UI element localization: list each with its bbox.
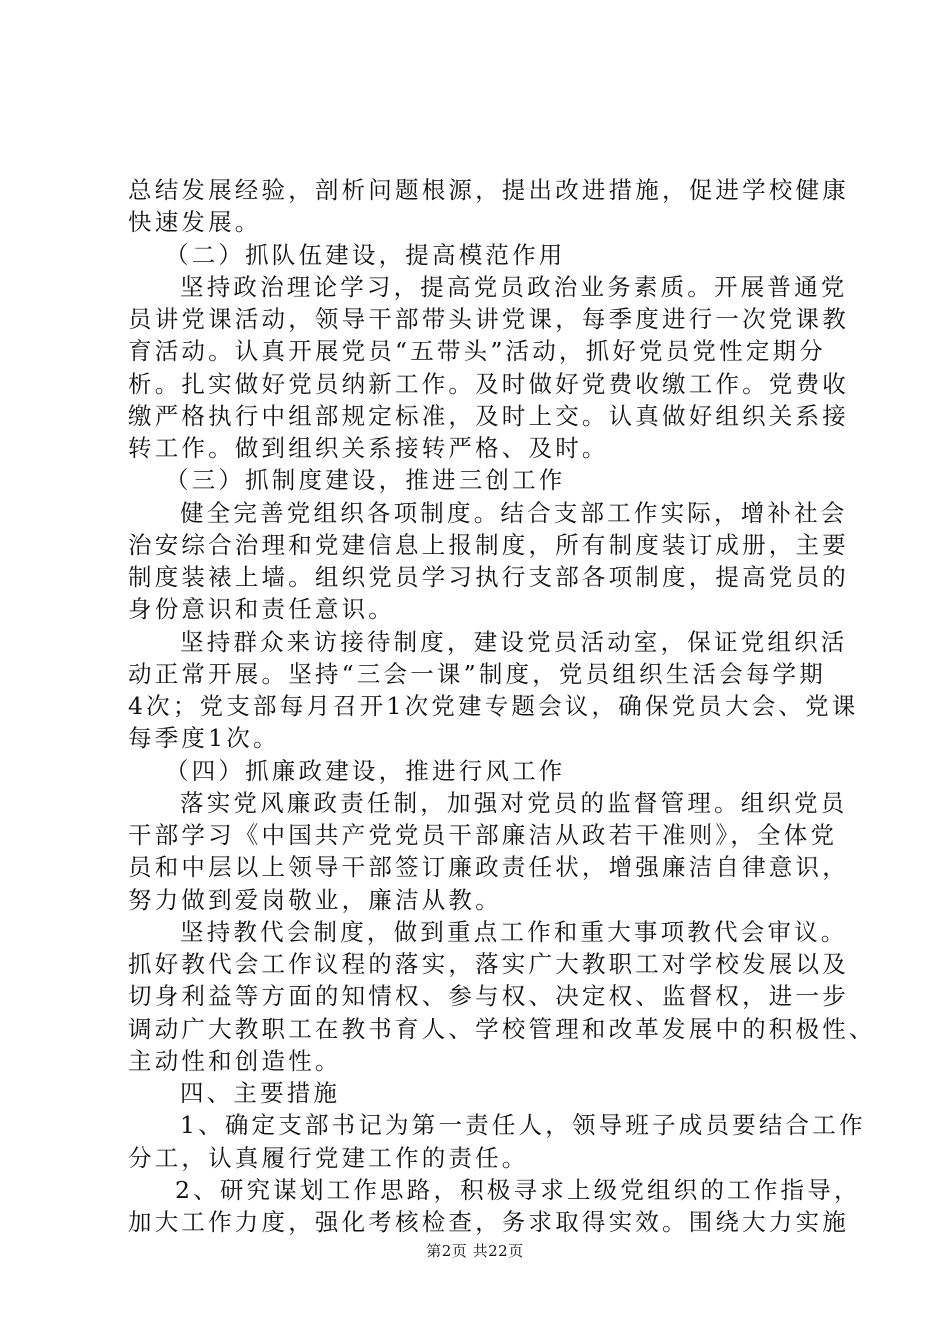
text-line: 身份意识和责任意识。 xyxy=(128,595,395,623)
text-line: 育活动。认真开展党员“五带头”活动，抓好党员党性定期分 xyxy=(128,337,826,365)
text-line: 动正常开展。坚持“三会一课”制度，党员组织生活会每学期 xyxy=(128,660,826,688)
text-line: 缴严格执行中组部规定标准，及时上交。认真做好组织关系接 xyxy=(128,402,849,430)
text-line: 坚持群众来访接待制度，建设党员活动室，保证党组织活 xyxy=(180,628,848,656)
page-number-footer: 第2页 共22页 xyxy=(426,1242,524,1260)
text-line: 转工作。做到组织关系接转严格、及时。 xyxy=(128,434,609,462)
text-line: 加大工作力度，强化考核检查，务求取得实效。围绕大力实施 xyxy=(128,1208,849,1236)
text-line: 坚持政治理论学习，提高党员政治业务素质。开展普通党 xyxy=(180,273,848,301)
section-heading: （二）抓队伍建设，提高模范作用 xyxy=(165,241,566,269)
text-line: 努力做到爱岗敬业，廉洁从教。 xyxy=(128,886,502,914)
text-line: 切身利益等方面的知情权、参与权、决定权、监督权，进一步 xyxy=(128,982,849,1010)
text-line: 落实党风廉政责任制，加强对党员的监督管理。组织党员 xyxy=(180,789,848,817)
text-line: 调动广大教职工在教书育人、学校管理和改革发展中的积极性、 xyxy=(128,1015,876,1043)
text-line: 4次；党支部每月召开1次党建专题会议，确保党员大会、党课 xyxy=(128,692,859,720)
text-line: 1、确定支部书记为第一责任人，领导班子成员要结合工作 xyxy=(180,1111,866,1139)
text-line: 每季度1次。 xyxy=(128,724,280,752)
text-line: 治安综合治理和党建信息上报制度，所有制度装订成册，主要 xyxy=(128,531,849,559)
text-line: 2、研究谋划工作思路，积极寻求上级党组织的工作指导， xyxy=(175,1176,861,1204)
text-line: 总结发展经验，剖析问题根源，提出改进措施，促进学校健康 xyxy=(128,176,849,204)
text-line: 员和中层以上领导干部签订廉政责任状，增强廉洁自律意识， xyxy=(128,853,849,881)
section-heading: （三）抓制度建设，推进三创工作 xyxy=(165,466,566,494)
text-line: 干部学习《中国共产党党员干部廉洁从政若干准则》，全体党 xyxy=(128,821,838,849)
text-line: 分工，认真履行党建工作的责任。 xyxy=(128,1144,529,1172)
text-line: 员讲党课活动，领导干部带头讲党课，每季度进行一次党课教 xyxy=(128,305,849,333)
text-line: 快速发展。 xyxy=(128,208,262,236)
text-line: 制度装裱上墙。组织党员学习执行支部各项制度，提高党员的 xyxy=(128,563,849,591)
text-line: 主动性和创造性。 xyxy=(128,1047,342,1075)
text-line: 析。扎实做好党员纳新工作。及时做好党费收缴工作。党费收 xyxy=(128,370,849,398)
text-line: 抓好教代会工作议程的落实，落实广大教职工对学校发展以及 xyxy=(128,950,849,978)
section-heading: 四、主要措施 xyxy=(180,1079,341,1107)
section-heading: （四）抓廉政建设，推进行风工作 xyxy=(165,757,566,785)
text-line: 健全完善党组织各项制度。结合支部工作实际，增补社会 xyxy=(180,499,848,527)
text-line: 坚持教代会制度，做到重点工作和重大事项教代会审议。 xyxy=(180,918,848,946)
